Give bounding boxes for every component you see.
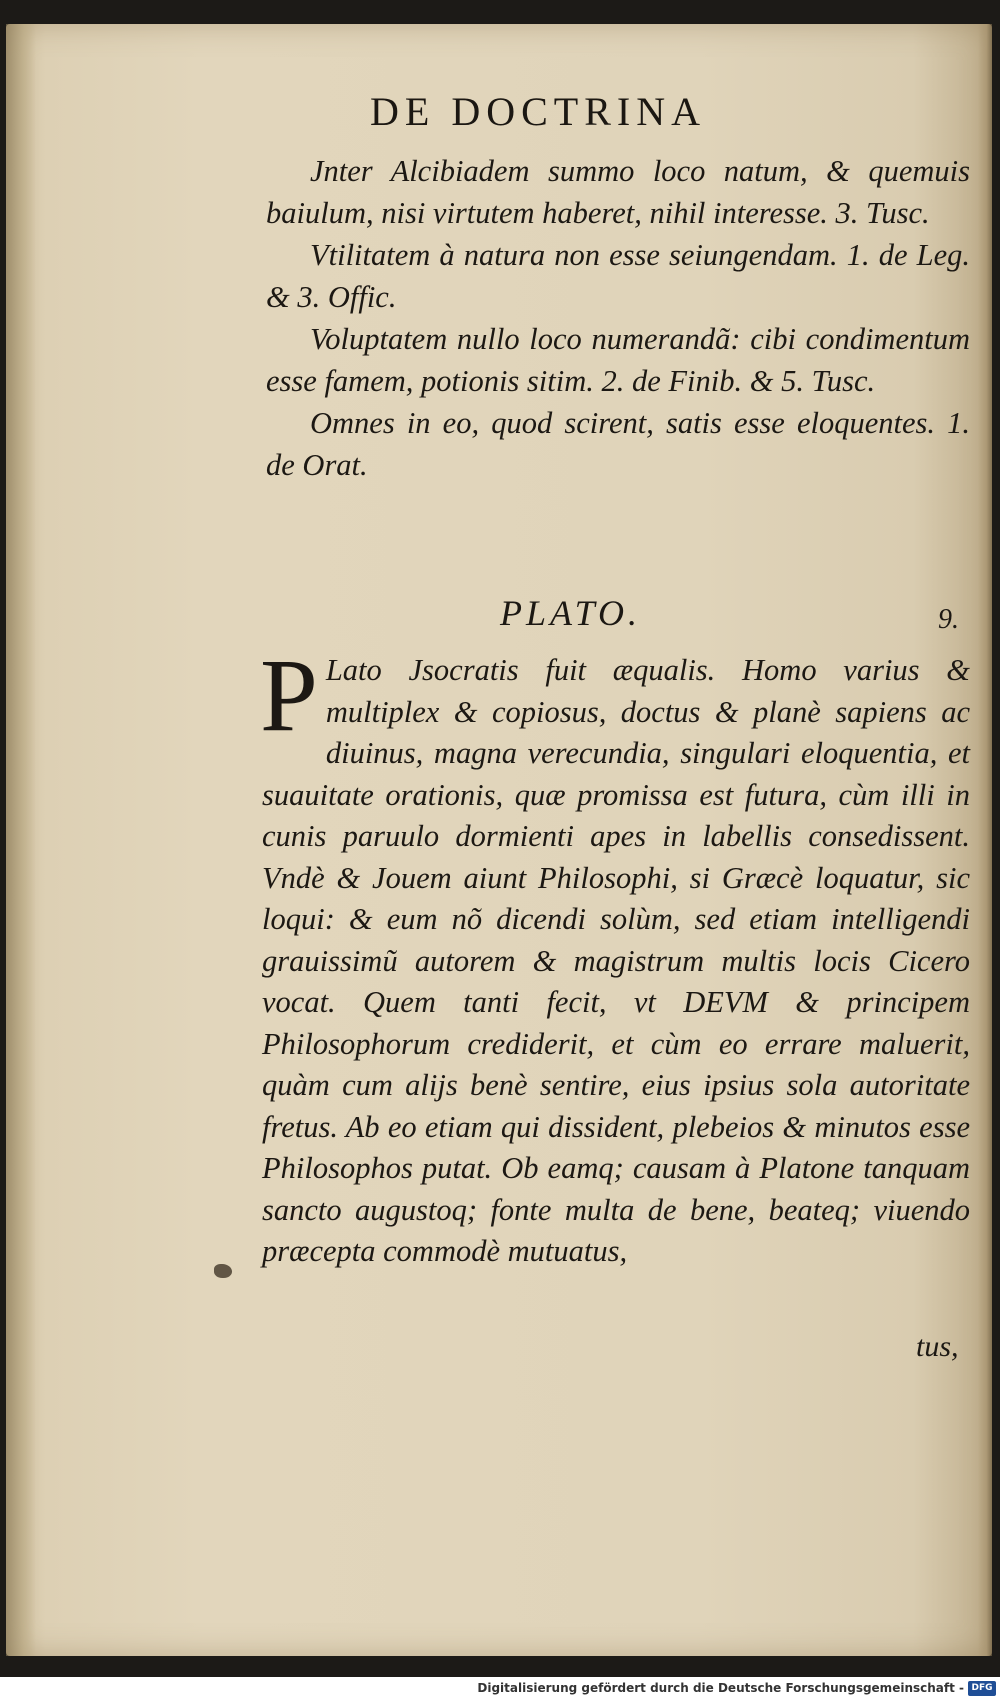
section-title: PLATO.: [500, 593, 642, 633]
running-head: DE DOCTRINA: [370, 89, 706, 134]
ink-blot: [214, 1264, 232, 1278]
drop-capital: P: [260, 638, 318, 753]
page-edge-shadow: [978, 24, 992, 1656]
page-spine-shadow: [6, 24, 36, 1656]
body-paragraph: [260, 638, 970, 1273]
dfg-logo: DFG: [968, 1681, 996, 1696]
sentence-list: [266, 150, 970, 486]
footer-credit: Digitalisierung gefördert durch die Deutsche Forschungsgemeinschaft -: [477, 1681, 964, 1695]
sentence-entry: Vtilitatem à natura non esse seiungendam. 1. de Leg. & 3. Offic.: [266, 238, 970, 314]
sentence-entry: Omnes in eo, quod scirent, satis esse eloquentes. 1. de Orat.: [266, 406, 970, 482]
body-text: Lato Jsocratis fuit æqualis. Homo varius & multiplex & copiosus, doctus & planè sapiens ac diuinus, magna verecundia, singulari eloquentia, et suauitate orationis, quæ promissa est futura, cùm illi in cunis paruulo dormienti apes in labellis consedissent. Vndè & Jouem aiunt Philosophi, si Græcè loquatur, sic loqui: & eum nõ dicendi solùm, sed etiam intelligendi grauissimũ autorem & magistrum multis locis Cicero vocat. Quem tanti fecit, vt DEVM & principem Philosophorum crediderit, et cùm eo errare maluerit, quàm cum alijs benè sentire, eius ipsius sola autoritate fretus. Ab eo etiam qui dissident, plebeios & minutos esse Philosophos putat. Ob eamq; causam à Platone tanquam sancto augustoq; fonte multa de bene, beateq; viuendo præcepta commodè mutuatus,: [262, 653, 970, 1268]
sentence-entry: Voluptatem nullo loco numerandã: cibi condimentum esse famem, potionis sitim. 2. de Finib. & 5. Tusc.: [266, 322, 970, 398]
sentence-entry: Jnter Alcibiadem summo loco natum, & quemuis baiulum, nisi virtutem haberet, nihil interesse. 3. Tusc.: [266, 154, 970, 230]
catchword: tus,: [916, 1330, 959, 1363]
page-number: 9.: [938, 604, 959, 635]
digitization-footer: [0, 1677, 1000, 1701]
